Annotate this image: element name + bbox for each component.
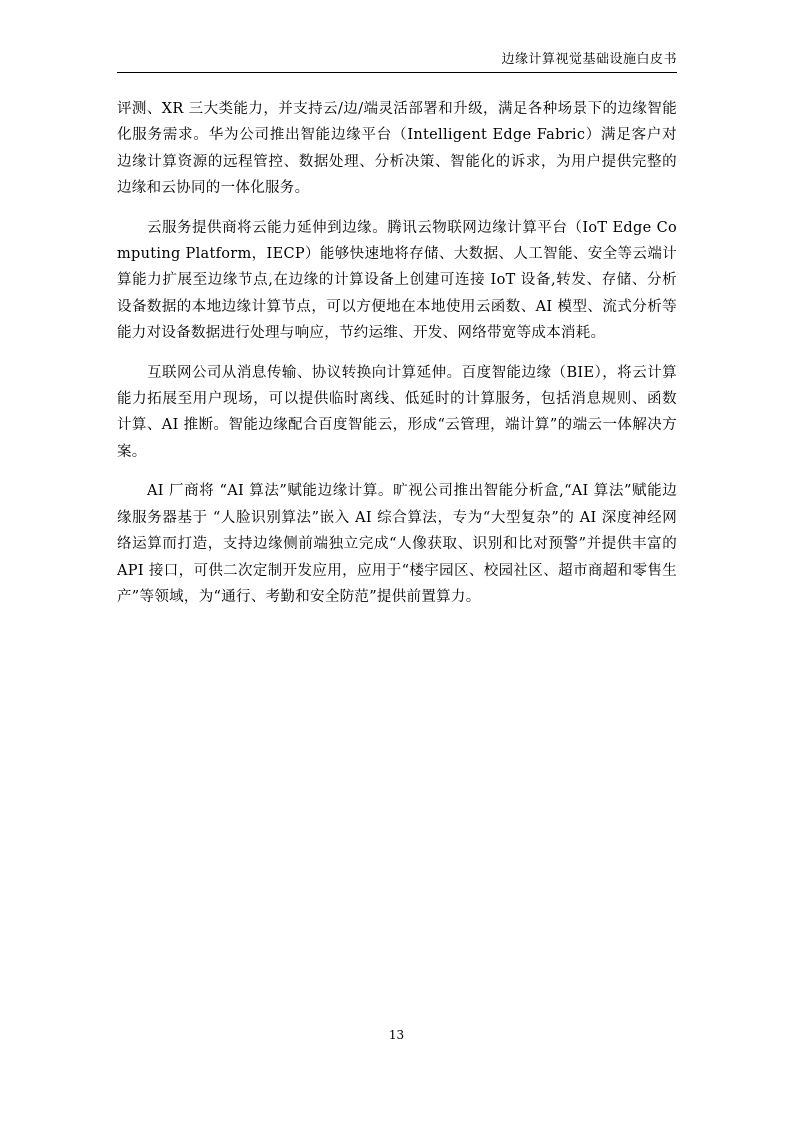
page-body bbox=[117, 96, 677, 623]
page-number: 13 bbox=[388, 1028, 405, 1042]
header-title: 边缘计算视觉基础设施白皮书 bbox=[501, 52, 677, 67]
paragraph-ai-vendors: AI 厂商将 “AI 算法”赋能边缘计算。旷视公司推出智能分析盒,“AI 算法”赋能边缘服务器基于 “人脸识别算法”嵌入 AI 综合算法，专为“大型复杂”的 AI 深度神经网络运算而打造，支持边缘侧前端独立完成“人像获取、识别和比对预警”并提供丰富的 API 接口，可供二次定制开发应用，应用于“楼宇园区、校园社区、超市商超和零售生产”等领域，为“通行、考勤和安全防范”提供前置算力。 bbox=[117, 483, 677, 605]
paragraph-internet-companies: 互联网公司从消息传输、协议转换向计算延伸。百度智能边缘（BIE），将云计算能力拓展至用户现场，可以提供临时离线、低延时的计算服务，包括消息规则、函数计算、AI 推断。智能边缘配合百度智能云，形成“云管理，端计算”的端云一体解决方案。 bbox=[117, 364, 677, 460]
paragraph-continued: 评测、XR 三大类能力，并支持云/边/端灵活部署和升级，满足各种场景下的边缘智能化服务需求。华为公司推出智能边缘平台（Intelligent Edge Fabric）满足客户对边缘计算资源的远程管控、数据处理、分析决策、智能化的诉求，为用户提供完整的边缘和云协同的一体化服务。 bbox=[117, 101, 677, 197]
paragraph-cloud-providers: 云服务提供商将云能力延伸到边缘。腾讯云物联网边缘计算平台（IoT Edge Computing Platform，IECP）能够快速地将存储、大数据、人工智能、安全等云端计算能力扩展至边缘节点,在边缘的计算设备上创建可连接 IoT 设备,转发、存储、分析设备数据的本地边缘计算节点，可以方便地在本地使用云函数、AI 模型、流式分析等能力对设备数据进行处理与响应，节约运维、开发、网络带宽等成本消耗。 bbox=[117, 219, 677, 342]
header-divider bbox=[117, 72, 677, 73]
page-header bbox=[117, 52, 677, 74]
